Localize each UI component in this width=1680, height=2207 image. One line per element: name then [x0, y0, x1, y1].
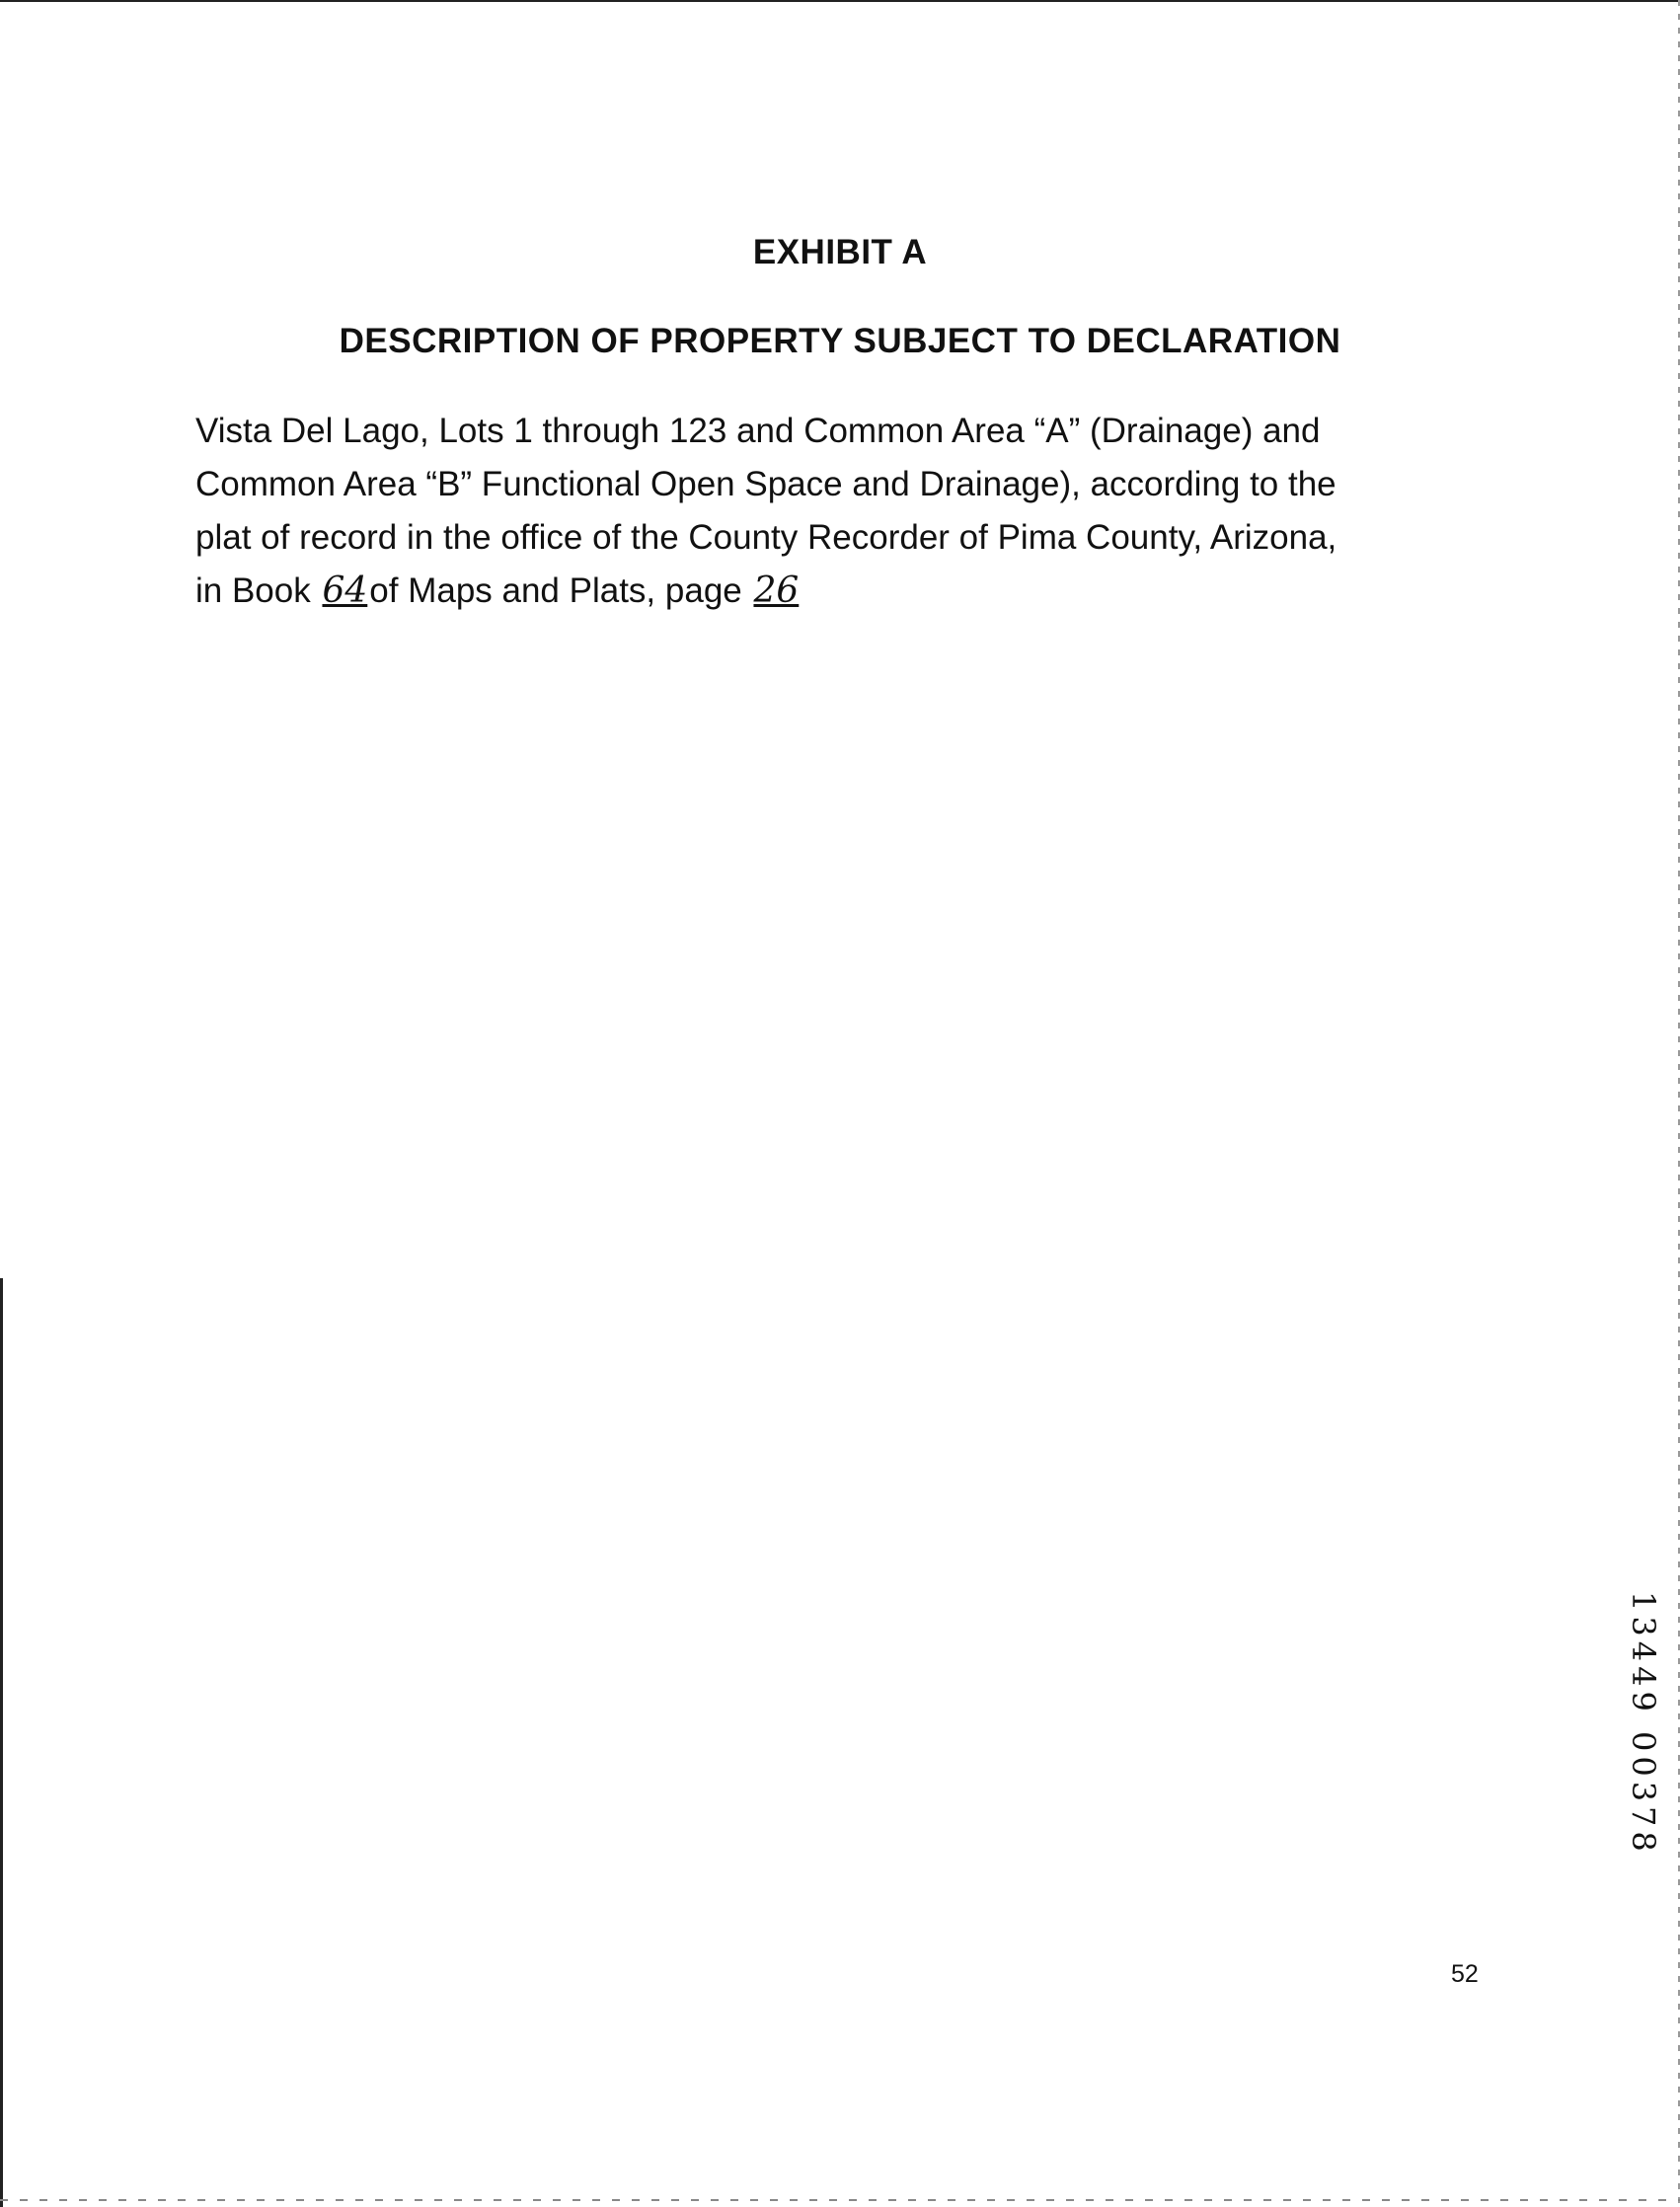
description-line-3: plat of record in the office of the County Recorder of Pima County, Arizona, — [195, 518, 1337, 557]
description-line-1: Vista Del Lago, Lots 1 through 123 and Common Area “A” (Drainage) and — [195, 412, 1321, 450]
description-line-4 — [195, 565, 1498, 618]
exhibit-title: EXHIBIT A — [752, 233, 928, 271]
scan-edge-bottom — [0, 2199, 1680, 2201]
book-prefix: in Book — [195, 571, 321, 610]
maps-plats-text: of Maps and Plats, page — [369, 571, 752, 610]
property-description — [195, 405, 1498, 618]
declaration-subtitle: DESCRIPTION OF PROPERTY SUBJECT TO DECLARATION — [339, 322, 1341, 360]
recording-number: 13449 00378 — [1625, 1591, 1662, 1857]
handwritten-book-number: 64 — [322, 571, 368, 611]
scan-edge-left — [0, 1278, 3, 2207]
scan-edge-top — [0, 0, 1680, 2]
page-number: 52 — [1451, 1960, 1479, 1988]
description-line-2: Common Area “B” Functional Open Space and Drainage), according to the — [195, 465, 1336, 503]
recording-number-stamp — [1625, 1591, 1668, 1857]
handwritten-page-reference: 26 — [753, 571, 800, 611]
